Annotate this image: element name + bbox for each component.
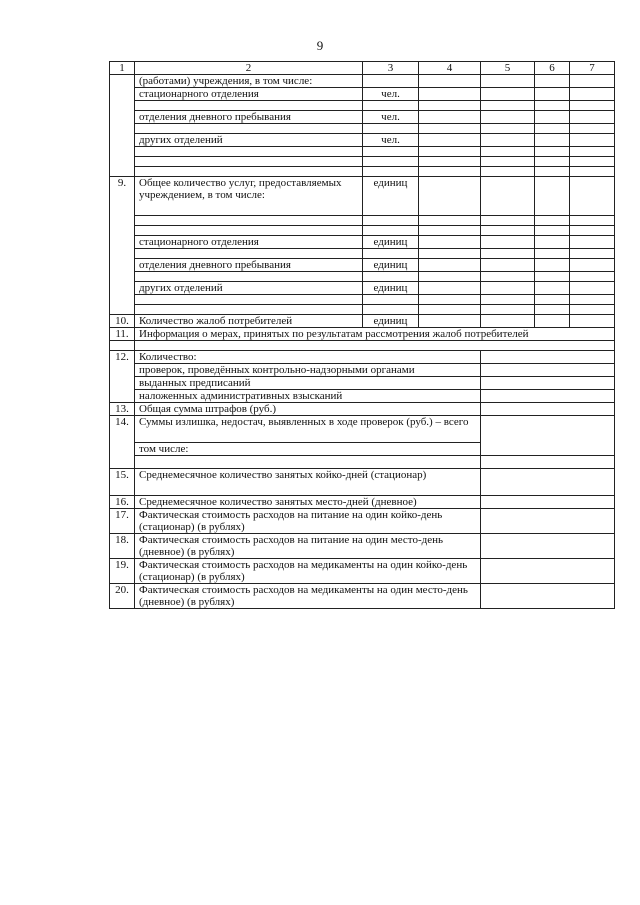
table-row <box>110 272 615 282</box>
table-row <box>110 328 615 341</box>
table-row <box>110 509 615 534</box>
table-row <box>110 134 615 147</box>
row-label: Количество: <box>135 351 481 364</box>
header-col-6: 6 <box>535 62 570 75</box>
table-row <box>110 295 615 305</box>
row-label: Фактическая стоимость расходов на медикаменты на один койко-день (стационар) (в рублях) <box>135 559 481 584</box>
table-row <box>110 390 615 403</box>
table-row <box>110 584 615 609</box>
row-label: Фактическая стоимость расходов на питание на один койко-день (стационар) (в рублях) <box>135 509 481 534</box>
table-row <box>110 364 615 377</box>
header-col-5: 5 <box>481 62 535 75</box>
table-row <box>110 177 615 216</box>
row-label: (работами) учреждения, в том числе: <box>135 75 363 88</box>
table-row <box>110 226 615 236</box>
table-row <box>110 341 615 351</box>
row-label: других отделений <box>135 282 363 295</box>
header-col-1: 1 <box>110 62 135 75</box>
row-label: Фактическая стоимость расходов на медикаменты на один место-день (дневное) (в рублях) <box>135 584 481 609</box>
table-row <box>110 559 615 584</box>
unit-cell: единиц <box>363 236 419 249</box>
table-row <box>110 416 615 443</box>
row-label: Общее количество услуг, предоставляемых учреждением, в том числе: <box>135 177 363 216</box>
table-row <box>110 236 615 249</box>
row-number: 11. <box>110 328 135 341</box>
row-label: стационарного отделения <box>135 88 363 101</box>
page-number: 9 <box>316 38 324 53</box>
row-label: Среднемесячное количество занятых койко-дней (стационар) <box>135 469 481 496</box>
table-row <box>110 403 615 416</box>
row-label: Количество жалоб потребителей <box>135 315 363 328</box>
unit-cell: чел. <box>363 111 419 124</box>
header-col-2: 2 <box>135 62 363 75</box>
header-col-3: 3 <box>363 62 419 75</box>
table-row <box>110 216 615 226</box>
table-row <box>110 124 615 134</box>
table-row <box>110 75 615 88</box>
table-row <box>110 315 615 328</box>
row-number: 20. <box>110 584 135 609</box>
row-number: 9. <box>110 177 135 315</box>
row-number: 12. <box>110 351 135 403</box>
table-row <box>110 88 615 101</box>
table-row <box>110 469 615 496</box>
table-row <box>110 305 615 315</box>
table-row <box>110 496 615 509</box>
table-header-row <box>110 62 615 75</box>
row-label: Среднемесячное количество занятых место-дней (дневное) <box>135 496 481 509</box>
row-label: других отделений <box>135 134 363 147</box>
table-row <box>110 157 615 167</box>
row-number: 15. <box>110 469 135 496</box>
table-row <box>110 282 615 295</box>
report-table <box>109 61 615 609</box>
table-row <box>110 111 615 124</box>
table-row <box>110 351 615 364</box>
row-number: 14. <box>110 416 135 469</box>
row-number: 13. <box>110 403 135 416</box>
row-label: отделения дневного пребывания <box>135 111 363 124</box>
row-label: отделения дневного пребывания <box>135 259 363 272</box>
unit-cell: единиц <box>363 177 419 216</box>
row-number: 18. <box>110 534 135 559</box>
row-label: проверок, проведённых контрольно-надзорными органами <box>135 364 481 377</box>
unit-cell: чел. <box>363 134 419 147</box>
unit-cell: единиц <box>363 282 419 295</box>
row-label: Фактическая стоимость расходов на питание на один место-день (дневное) (в рублях) <box>135 534 481 559</box>
row-label: стационарного отделения <box>135 236 363 249</box>
row-label: Информация о мерах, принятых по результатам рассмотрения жалоб потребителей <box>135 328 615 341</box>
table-row <box>110 259 615 272</box>
row-label: выданных предписаний <box>135 377 481 390</box>
header-col-7: 7 <box>570 62 615 75</box>
row-label: том числе: <box>135 443 481 456</box>
row-number: 16. <box>110 496 135 509</box>
row-label: Общая сумма штрафов (руб.) <box>135 403 481 416</box>
table-row <box>110 534 615 559</box>
table-row <box>110 377 615 390</box>
row-label: наложенных административных взысканий <box>135 390 481 403</box>
unit-cell: чел. <box>363 88 419 101</box>
unit-cell: единиц <box>363 315 419 328</box>
row-number: 17. <box>110 509 135 534</box>
unit-cell: единиц <box>363 259 419 272</box>
table-row <box>110 147 615 157</box>
row-number: 19. <box>110 559 135 584</box>
header-col-4: 4 <box>419 62 481 75</box>
table-row <box>110 456 615 469</box>
row-number: 10. <box>110 315 135 328</box>
row-number <box>110 75 135 177</box>
table-row <box>110 249 615 259</box>
table-row <box>110 101 615 111</box>
table-row <box>110 167 615 177</box>
row-label: Суммы излишка, недостач, выявленных в ходе проверок (руб.) – всего <box>135 416 481 443</box>
